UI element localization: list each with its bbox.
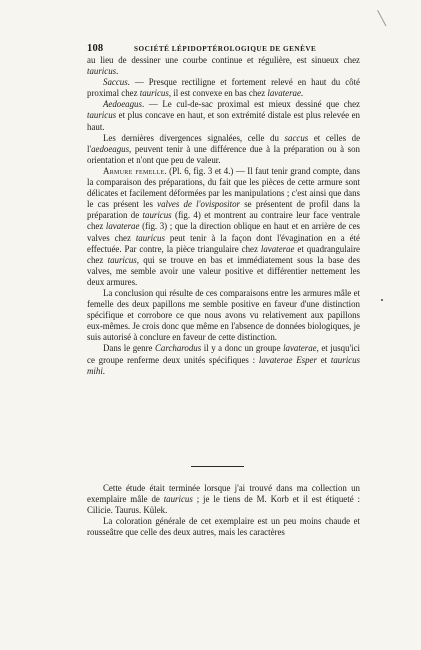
page-header	[87, 43, 362, 54]
paragraph-armure-femelle: Armure femelle. (Pl. 6, fig. 3 et 4.) — Il faut tenir grand compte, dans la comparaison des préparations, du fait que les pièces de cette armure sont délicates et facilement déformées par les manipulations ; c'est ainsi que dans le cas présent les valves de l'ovispositor se présentent de profil dans la préparation de tauricus (fig. 4) et montrent au contraire leur face ventrale chez lavaterae (fig. 3) ; que la direction oblique en haut et en arrière de ces valves chez tauricus peut tenir à la façon dont l'évagination en a été effectuée. Par contre, la pièce triangulaire chez lavaterae et quadrangulaire chez tauricus, qui se trouve en bas et immédiatement sous la base des valves, me semble avoir une valeur positive et différentier nettement les deux armures.	[87, 165, 360, 287]
corner-mark	[377, 0, 406, 26]
page-number: 108	[87, 43, 104, 54]
section-separator	[191, 466, 244, 467]
paragraph-conclusion: La conclusion qui résulte de ces comparaisons entre les armures mâle et femelle des deux papillons me semble positive en faveur d'une distinction spécifique et corrobore ce que nous avons vu relativement aux papillons eux-mêmes. Je crois donc que même en l'absence de données biologiques, je suis autorisé à conclure en faveur de cette distinction.	[87, 287, 360, 343]
paragraph: au lieu de dessiner une courbe continue et régulière, est sinueux chez tauricus.	[87, 55, 360, 77]
paragraph: Cette étude était terminée lorsque j'ai trouvé dans ma collection un exemplaire mâle de tauricus ; je le tiens de M. Korb et il est étiqueté : Cilicie. Taurus. Külek.	[87, 483, 361, 516]
addendum-text	[87, 483, 360, 538]
paragraph: Les dernières divergences signalées, celle du saccus et celles de l'aedoeagus, peuvent tenir à une différence due à la préparation ou à son orientation et n'ont que peu de valeur.	[87, 132, 361, 165]
running-title: SOCIÉTÉ LÉPIDOPTÉROLOGIQUE DE GENÈVE	[134, 45, 317, 53]
paragraph-aedoeagus: Aedoeagus. — Le cul-de-sac proximal est mieux dessiné que chez tauricus et plus concave en haut, et son extrémité distale est plus relevée en haut.	[87, 99, 360, 132]
ink-spot	[381, 299, 383, 301]
paragraph-saccus: Saccus. — Presque rectiligne et fortement relevé en haut du côté proximal chez tauricus, il est convexe en bas chez lavaterae.	[87, 77, 360, 99]
paragraph: Dans le genre Carcharodus il y a donc un groupe lavaterae, et jusqu'ici ce groupe renferme deux unités spécifiques : lavaterae Esper et tauricus mihi.	[87, 343, 360, 376]
main-text	[87, 55, 360, 377]
paragraph: La coloration générale de cet exemplaire est un peu moins chaude et rousseâtre que celle des deux autres, mais les caractères	[87, 516, 360, 538]
